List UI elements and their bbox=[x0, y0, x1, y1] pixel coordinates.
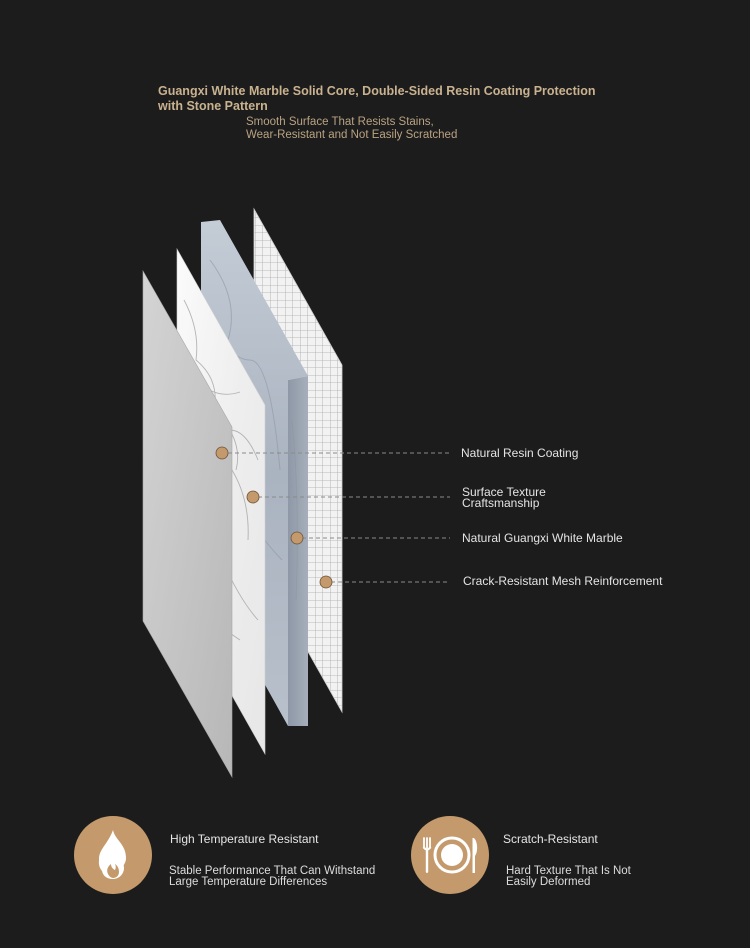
subtitle-line-1: Smooth Surface That Resists Stains, bbox=[246, 116, 434, 128]
label-surface-texture-line-2: Craftsmanship bbox=[462, 496, 540, 510]
feature-desc-scratch bbox=[506, 866, 631, 888]
feature-desc-heat-line-2: Large Temperature Differences bbox=[169, 876, 328, 888]
feature-desc-scratch-line-1: Hard Texture That Is Not bbox=[506, 865, 631, 877]
page-title: Guangxi White Marble Solid Core, Double-Sided Resin Coating Protection with Stone Pattern bbox=[158, 84, 596, 113]
feature-title-heat: High Temperature Resistant bbox=[170, 832, 319, 846]
marker-texture bbox=[247, 491, 259, 503]
feature-desc-scratch-line-2: Easily Deformed bbox=[506, 876, 591, 888]
label-surface-texture-line-1: Surface Texture bbox=[462, 485, 546, 499]
label-resin-coating: Natural Resin Coating bbox=[461, 446, 579, 460]
feature-desc-heat bbox=[169, 866, 375, 888]
stone-core-edge bbox=[288, 376, 308, 726]
plate-fork-knife-icon bbox=[411, 816, 489, 894]
label-white-marble: Natural Guangxi White Marble bbox=[462, 531, 623, 545]
label-surface-texture bbox=[462, 487, 546, 509]
flame-icon bbox=[74, 816, 152, 894]
marker-resin bbox=[216, 447, 228, 459]
subtitle-line-2: Wear-Resistant and Not Easily Scratched bbox=[246, 129, 458, 141]
feature-desc-heat-line-1: Stable Performance That Can Withstand bbox=[169, 865, 376, 877]
feature-title-scratch: Scratch-Resistant bbox=[503, 832, 598, 846]
marker-marble bbox=[291, 532, 303, 544]
label-mesh-reinforcement: Crack-Resistant Mesh Reinforcement bbox=[463, 574, 663, 588]
marker-mesh bbox=[320, 576, 332, 588]
